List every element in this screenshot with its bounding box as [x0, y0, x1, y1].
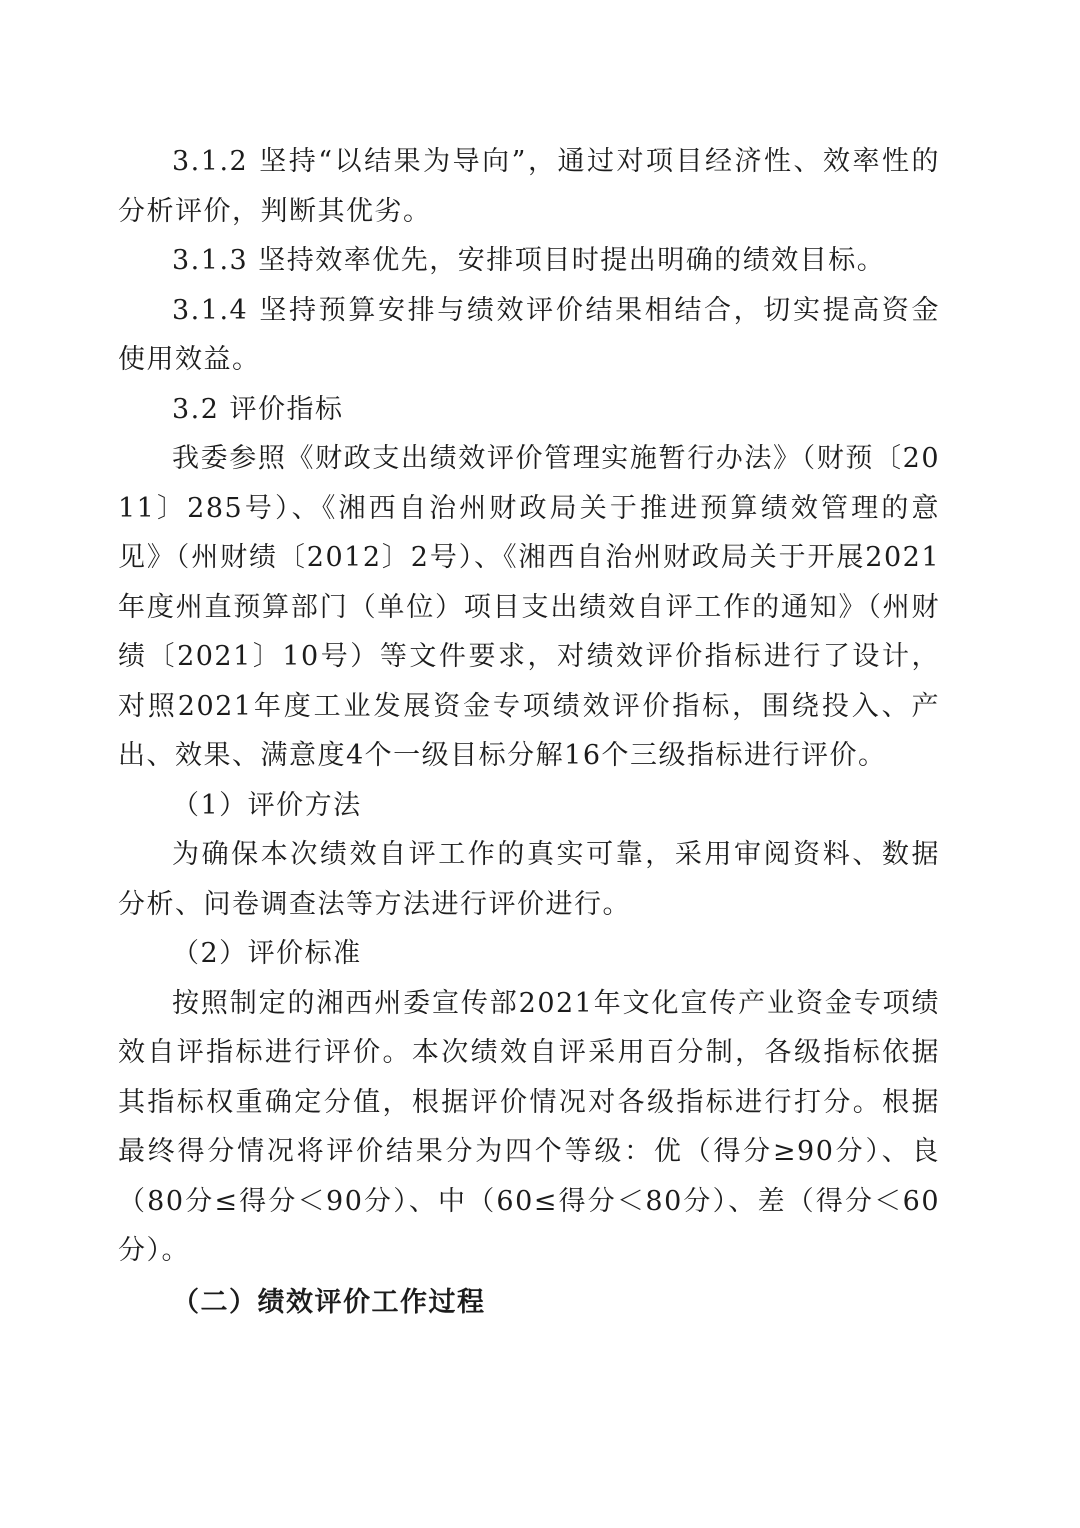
paragraph-evaluation-basis: 我委参照《财政支出绩效评价管理实施暂行办法》（财预〔2011〕285号）、《湘西自治州财政局关于推进预算绩效管理的意见》（州财绩〔2012〕2号）、《湘西自治州财政局关于开展2021年度州直预算部门（单位）项目支出绩效自评工作的通知》（州财绩〔2021〕10号）等文件要求，对绩效评价指标进行了设计，对照2021年度工业发展资金专项绩效评价指标，围绕投入、产出、效果、满意度4个一级目标分解16个三级指标进行评价。: [118, 443, 940, 771]
section-heading: （二）绩效评价工作过程: [172, 1286, 486, 1318]
paragraph-3-1-4: 3.1.4 坚持预算安排与绩效评价结果相结合，切实提高资金使用效益。: [118, 294, 940, 375]
paragraph-evaluation-method: 为确保本次绩效自评工作的真实可靠，采用审阅资料、数据分析、问卷调查法等方法进行评价进行。: [118, 839, 940, 920]
document-body: [118, 137, 940, 1327]
subheading-evaluation-method: （1）评价方法: [172, 789, 362, 821]
paragraph-3-1-2: 3.1.2 坚持“以结果为导向”，通过对项目经济性、效率性的分析评价，判断其优劣。: [118, 146, 940, 227]
subheading-3-2: 3.2 评价指标: [172, 393, 344, 425]
subheading-evaluation-standard: （2）评价标准: [172, 938, 362, 969]
paragraph-3-1-3: 3.1.3 坚持效率优先，安排项目时提出明确的绩效目标。: [172, 245, 886, 276]
paragraph-evaluation-standard: 按照制定的湘西州委宣传部2021年文化宣传产业资金专项绩效自评指标进行评价。本次绩效自评采用百分制，各级指标依据其指标权重确定分值，根据评价情况对各级指标进行打分。根据最终得分情况将评价结果分为四个等级：优（得分≥90分）、良（80分≤得分＜90分）、中（60≤得分＜80分）、差（得分＜60分）。: [118, 987, 940, 1266]
